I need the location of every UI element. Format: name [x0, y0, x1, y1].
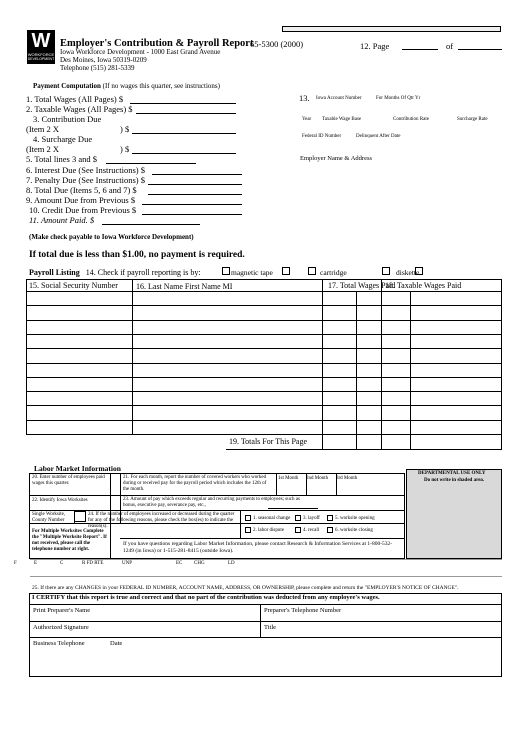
labor-market-heading: Labor Market Information: [34, 464, 121, 473]
item-20-text: 20. Enter number of employees paid wages this quarter.: [32, 475, 105, 486]
reason-closing-label: 6. worksite closing: [335, 528, 373, 534]
authorized-signature-field[interactable]: Authorized Signature: [33, 624, 89, 631]
item-13-label: 13.: [299, 93, 310, 103]
dispute-checkbox[interactable]: [245, 527, 251, 533]
preparer-phone-field[interactable]: Preparer's Telephone Number: [264, 607, 342, 614]
code-f: F: [14, 561, 17, 566]
table-row[interactable]: [26, 405, 502, 406]
reason-seasonal-label: 1. seasonal change: [253, 516, 291, 522]
code-c: C: [60, 561, 64, 566]
preparer-name-field[interactable]: Print Preparer's Name: [33, 607, 91, 614]
page-total-field[interactable]: [458, 49, 502, 50]
agency-phone: Telephone (515) 281-5339: [60, 64, 135, 72]
reason-opening: [325, 515, 375, 522]
item-21-text: 21. For each month, report the number of covered workers who worked during or received pay for the payroll period which includes the 12th of the month.: [123, 475, 267, 492]
iowa-account-number-label: Iowa Account Number: [316, 96, 362, 101]
agency-address: Iowa Workforce Development - 1000 East Grand Avenue: [60, 48, 221, 56]
code-unp: UNP: [122, 561, 133, 566]
code-ld: LD: [228, 561, 235, 566]
multiple-worksites-text: For Multiple Worksites Complete the "Multiple Worksite Report". If not received, please call the telephone number at right.: [32, 529, 107, 552]
third-month-label: 3rd Month: [336, 476, 358, 481]
federal-id-label: Federal ID Number: [302, 134, 342, 139]
cartridge-checkbox-2[interactable]: [308, 267, 316, 275]
table-row[interactable]: [26, 305, 502, 306]
line-1-field[interactable]: [130, 103, 236, 104]
line-10-field[interactable]: [142, 214, 242, 215]
reason-dispute: [243, 527, 284, 534]
year-label: Year: [302, 117, 312, 122]
line-7-field[interactable]: [148, 184, 242, 185]
logo-letter: W: [31, 30, 51, 52]
line-11-field[interactable]: [102, 224, 200, 225]
line-8-label: 8. Total Due (Items 5, 6 and 7) $: [26, 185, 137, 195]
cartridge-checkbox[interactable]: [282, 267, 290, 275]
table-row[interactable]: [26, 420, 502, 421]
totals-label: 19. Totals For This Page: [229, 437, 308, 446]
reason-layoff: [293, 515, 320, 522]
agency-city: Des Moines, Iowa 50319-0209: [60, 56, 147, 64]
departmental-use-note: Do not write in shaded area.: [424, 478, 485, 483]
magnetic-tape-label: magnetic tape: [231, 268, 273, 277]
questions-text: If you have questions regarding Labor Market Information, please contact Research & Information Services at 1-800-532-1249 (in Iowa) or 1-515-281-8415 (outside Iowa).: [123, 541, 393, 554]
reason-recall-label: 4. recall: [303, 528, 320, 534]
county-number-field[interactable]: [74, 511, 86, 522]
logo-subtext-2: DEVELOPMENT: [27, 57, 55, 61]
diskette-checkbox[interactable]: [382, 267, 390, 275]
page-label: 12. Page: [360, 41, 390, 51]
layoff-checkbox[interactable]: [295, 515, 301, 521]
line-4-label: 4. Surcharge Due: [33, 134, 93, 144]
reason-dispute-label: 2. labor dispute: [253, 528, 284, 534]
payroll-listing-row: [29, 268, 201, 278]
item-23-amount-field[interactable]: [268, 508, 318, 509]
second-month-label: 2nd Month: [306, 476, 329, 481]
diskette-checkbox-2[interactable]: [415, 267, 423, 275]
line-4-item-label: (Item 2 X: [26, 144, 60, 154]
delinquent-date-label: Delinquent After Date: [356, 134, 401, 139]
payroll-listing-heading: Payroll Listing: [29, 268, 80, 277]
line-4-field[interactable]: [132, 153, 236, 154]
codes-row: [14, 559, 502, 577]
line-4-dollar-label: ) $: [120, 144, 130, 154]
top-shaded-field[interactable]: [282, 26, 501, 32]
ssn-column-header: 15. Social Security Number: [29, 281, 118, 290]
table-row[interactable]: [26, 334, 502, 335]
table-row[interactable]: [26, 391, 502, 392]
magnetic-tape-checkbox[interactable]: [222, 267, 230, 275]
reason-opening-label: 5. worksite opening: [335, 516, 375, 522]
line-11-label: 11. Amount Paid. $: [29, 215, 95, 225]
line-2-field[interactable]: [136, 113, 236, 114]
employer-name-address-label: Employer Name & Address: [300, 155, 373, 162]
item-23-text: 23. Amount of pay which exceeds regular and recurring payments to employees; such as bonus, executive pay, severance pay, etc.,: [123, 497, 300, 508]
line-9-field[interactable]: [142, 204, 242, 205]
surcharge-rate-label: Surcharge Rate: [457, 117, 488, 122]
line-3-item-label: (Item 2 X: [26, 124, 60, 134]
line-8-field[interactable]: [148, 194, 242, 195]
certification-box: [29, 593, 502, 677]
certification-text: I CERTIFY that this report is true and correct and that no part of the contribution was deducted from any employee's wages.: [32, 594, 380, 601]
payment-heading-title: Payment Computation: [33, 82, 101, 90]
diskette-label: diskette: [396, 268, 420, 277]
code-chg: CHG: [194, 561, 205, 566]
line-3-dollar-label: ) $: [120, 124, 130, 134]
line-5-label: 5. Total lines 3 and $: [26, 154, 98, 164]
closing-checkbox[interactable]: [327, 527, 333, 533]
reason-recall: [293, 527, 319, 534]
total-wages-column-header: 17. Total Wages Paid: [328, 281, 396, 290]
taxable-wage-base-label: Taxable Wage Base: [322, 117, 362, 122]
months-quarter-label: For Months Of Qtr Yr: [376, 96, 421, 101]
payment-heading: [33, 83, 220, 90]
code-e: E: [34, 561, 38, 566]
code-rfd: R FD RTE: [82, 561, 104, 566]
seasonal-checkbox[interactable]: [245, 515, 251, 521]
form-title: Employer's Contribution & Payroll Report: [60, 38, 254, 49]
line-6-label: 6. Interest Due (See Instructions) $: [26, 165, 145, 175]
reason-seasonal: [243, 515, 290, 522]
cartridge-label: cartridge: [320, 268, 347, 277]
single-worksite-text: Single Worksite, County Number: [32, 512, 66, 523]
line-10-label: 10. Credit Due from Previous $: [29, 205, 137, 215]
page-number-field[interactable]: [402, 49, 438, 50]
item-25-text: 25. If there are any CHANGES in your FEDERAL ID NUMBER, ACCOUNT NAME, ADDRESS, OR OWNERSHIP, please complete and return the "EMPLOYER'S NOTICE OF CHANGE".: [32, 585, 459, 591]
line-6-field[interactable]: [152, 174, 242, 175]
recall-checkbox[interactable]: [295, 527, 301, 533]
line-3-label: 3. Contribution Due: [33, 114, 102, 124]
line-9-label: 9. Amount Due from Previous $: [26, 195, 136, 205]
business-phone-field[interactable]: Business Telephone: [33, 640, 85, 647]
reason-closing: [325, 527, 373, 534]
line-5-field[interactable]: [106, 163, 196, 164]
code-ec: EC: [176, 561, 183, 566]
item-24-text: 24. If the number of employees increased or decreased during the quarter for any of the following reasons, please check the box(es) to indicate the reason(s).: [88, 512, 235, 529]
name-column-header: 16. Last Name First Name MI: [136, 282, 233, 291]
of-label: of: [446, 41, 454, 51]
minimum-payment-warning: If total due is less than $1.00, no payment is required.: [29, 250, 245, 260]
contribution-rate-label: Contribution Rate: [393, 117, 429, 122]
departmental-use-label: DEPARTMENTAL USE ONLY: [418, 471, 486, 476]
table-row[interactable]: [26, 377, 502, 378]
line-7-label: 7. Penalty Due (See Instructions) $: [26, 175, 145, 185]
table-row[interactable]: [26, 363, 502, 364]
first-month-label: 1st Month: [278, 476, 299, 481]
date-field[interactable]: Date: [110, 640, 123, 647]
logo: [27, 30, 55, 64]
form-number: 65-5300 (2000): [250, 39, 304, 49]
reason-layoff-label: 3. layoff: [303, 516, 320, 522]
check-payable-note: (Make check payable to Iowa Workforce Development): [29, 233, 194, 241]
line-3-field[interactable]: [132, 133, 236, 134]
payroll-check-text: 14. Check if payroll reporting is by:: [85, 268, 201, 277]
title-field[interactable]: Title: [264, 624, 277, 631]
table-row[interactable]: [26, 320, 502, 321]
logo-subtext: WORKFORCE: [27, 52, 55, 57]
taxable-wages-column-header: 18. Taxable Wages Paid: [385, 281, 462, 290]
opening-checkbox[interactable]: [327, 515, 333, 521]
payroll-table: [26, 279, 502, 449]
item-22-text: 22. Identify Iowa Worksites: [32, 498, 88, 503]
line-2-label: 2. Taxable Wages (All Pages) $: [26, 104, 133, 114]
payment-heading-note: (If no wages this quarter, see instructions): [102, 82, 220, 90]
table-row[interactable]: [26, 348, 502, 349]
line-1-label: 1. Total Wages (All Pages) $: [26, 94, 124, 104]
